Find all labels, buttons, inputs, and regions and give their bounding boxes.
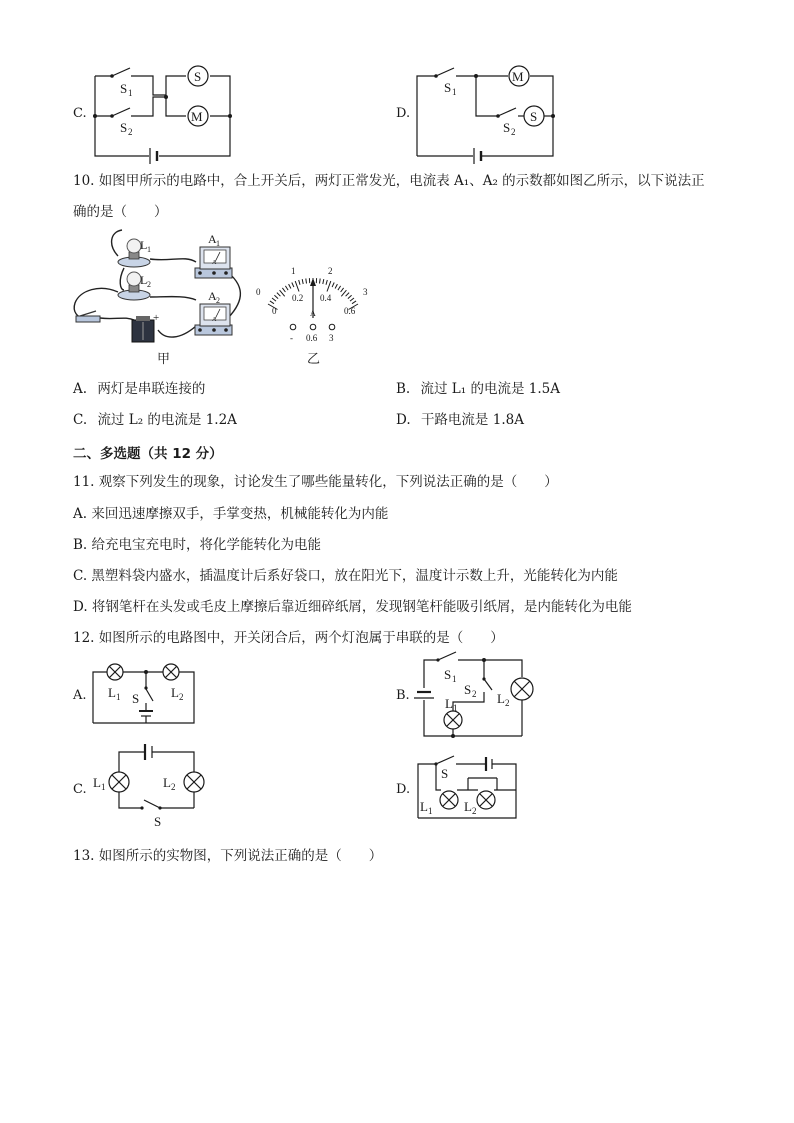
q10-a1-letter: A xyxy=(212,260,217,266)
q12-d-l1-sub: 1 xyxy=(428,806,433,816)
q11-option-d[interactable]: D. 将钢笔杆在头发或毛皮上摩擦后靠近细碎纸屑，发现钢笔杆能吸引纸屑，是内能转化为电能 xyxy=(73,599,632,615)
yi-term-06: 0.6 xyxy=(306,333,318,343)
q12-b-s2-sub: 2 xyxy=(472,689,477,699)
q10-option-b-text: 流过 L₁ 的电流是 1.5A xyxy=(420,381,560,397)
q10-battery-plus: + xyxy=(153,312,160,324)
q12-b-l2-sub: 2 xyxy=(505,698,510,708)
q12-c-l2-sub: 2 xyxy=(171,782,176,792)
q12-d-l2: L xyxy=(464,799,472,814)
q12-b-l2: L xyxy=(497,691,505,706)
yi-inner-2: 0.4 xyxy=(320,293,332,303)
q12-b-s1-sub: 1 xyxy=(452,674,457,684)
q12-c-l2: L xyxy=(163,775,171,790)
q9-d-label[interactable]: D. xyxy=(396,106,411,121)
yi-outer-0: 0 xyxy=(256,287,261,297)
q12-a-l1-sub: 1 xyxy=(116,692,121,702)
q10-option-c-text: 流过 L₂ 的电流是 1.2A xyxy=(97,412,237,428)
q12-d-label[interactable]: D. xyxy=(396,782,411,797)
q10-jia-l1: L xyxy=(140,238,148,252)
q9-c-s2: S xyxy=(120,120,128,135)
q12-stem: 12. 如图所示的电路图中，开关闭合后，两个灯泡属于串联的是（ ） xyxy=(73,630,504,646)
q10-jia-l2-sub: 2 xyxy=(147,280,151,289)
q10-jia-l2: L xyxy=(140,273,148,287)
yi-outer-2: 2 xyxy=(328,266,333,276)
q10-option-d-key: D. xyxy=(396,412,411,428)
q13-stem: 13. 如图所示的实物图，下列说法正确的是（ ） xyxy=(73,848,383,864)
q9-c-s1-sub: 1 xyxy=(128,88,133,98)
q9-c-label[interactable]: C. xyxy=(73,106,87,121)
q12-a-l1: L xyxy=(108,685,116,700)
q9-d-s1-sub: 1 xyxy=(452,87,457,97)
q10-a2-letter: A xyxy=(212,317,217,323)
q12-c-label[interactable]: C. xyxy=(73,782,87,797)
q10-option-b-key: B. xyxy=(396,381,411,397)
q10-stem-line1: 10. 如图甲所示的电路中，合上开关后，两灯正常发光，电流表 A₁、A₂ 的示数都如图乙所示，以下说法正 xyxy=(73,173,705,189)
q12-a-l2: L xyxy=(171,685,179,700)
q10-jia-a2: A xyxy=(208,289,217,303)
yi-term-3: 3 xyxy=(329,333,334,343)
q9-d-s2-sub: 2 xyxy=(511,127,516,137)
q9-c-s2-sub: 2 xyxy=(128,127,133,137)
q12-b-s2: S xyxy=(464,682,472,697)
q10-jia-a1-sub: 1 xyxy=(216,239,220,248)
q9-d-s1: S xyxy=(444,80,452,95)
q9-d-lamp-s: S xyxy=(530,109,538,124)
yi-outer-1: 1 xyxy=(291,266,296,276)
q12-b-l1: L xyxy=(445,696,453,711)
q12-c-l1-sub: 1 xyxy=(101,782,106,792)
q10-jia-a2-sub: 2 xyxy=(216,296,220,305)
yi-inner-3: 0.6 xyxy=(344,306,356,316)
yi-inner-1: 0.2 xyxy=(292,293,304,303)
q12-a-l2-sub: 2 xyxy=(179,692,184,702)
q10-option-a-key: A. xyxy=(73,381,88,397)
q12-a-label[interactable]: A. xyxy=(73,688,87,703)
q12-b-s1: S xyxy=(444,667,452,682)
q10-option-c-key: C. xyxy=(73,412,88,428)
q9-c-lamp-s: S xyxy=(194,69,202,84)
yi-inner-0: 0 xyxy=(272,306,277,316)
yi-outer-3: 3 xyxy=(363,287,368,297)
q12-d-s: S xyxy=(441,766,449,781)
yi-term-neg: - xyxy=(290,333,293,343)
q11-option-b[interactable]: B. 给充电宝充电时，将化学能转化为电能 xyxy=(73,537,322,553)
yi-unit: A xyxy=(310,309,316,318)
q12-b-label[interactable]: B. xyxy=(396,688,410,703)
q10-jia-l1-sub: 1 xyxy=(147,245,151,254)
q9-d-lamp-m: M xyxy=(512,69,524,84)
q11-option-a[interactable]: A. 来回迅速摩擦双手，手掌变热，机械能转化为内能 xyxy=(73,506,389,522)
q10-stem-line2: 确的是（ ） xyxy=(73,204,168,220)
q12-d-l2-sub: 2 xyxy=(472,806,477,816)
q10-jia-a1: A xyxy=(208,232,217,246)
section-2-title: 二、多选题（共 12 分） xyxy=(73,446,223,462)
q10-jia-caption: 甲 xyxy=(157,351,171,366)
q12-d-l1: L xyxy=(420,799,428,814)
q11-stem: 11. 观察下列发生的现象，讨论发生了哪些能量转化，下列说法正确的是（ ） xyxy=(73,474,558,490)
q9-c-s1: S xyxy=(120,81,128,96)
q12-c-s: S xyxy=(154,814,162,829)
q10-yi-caption: 乙 xyxy=(307,351,321,366)
q10-option-a-text: 两灯是串联连接的 xyxy=(97,381,206,397)
q11-option-c[interactable]: C. 黑塑料袋内盛水，插温度计后系好袋口，放在阳光下，温度计示数上升，光能转化为内能 xyxy=(73,568,618,584)
q12-b-l1-sub: 1 xyxy=(453,703,458,713)
q12-c-l1: L xyxy=(93,775,101,790)
q12-a-s: S xyxy=(132,691,140,706)
q9-c-lamp-m: M xyxy=(191,109,203,124)
q10-option-d-text: 干路电流是 1.8A xyxy=(420,412,524,428)
q9-d-s2: S xyxy=(503,120,511,135)
